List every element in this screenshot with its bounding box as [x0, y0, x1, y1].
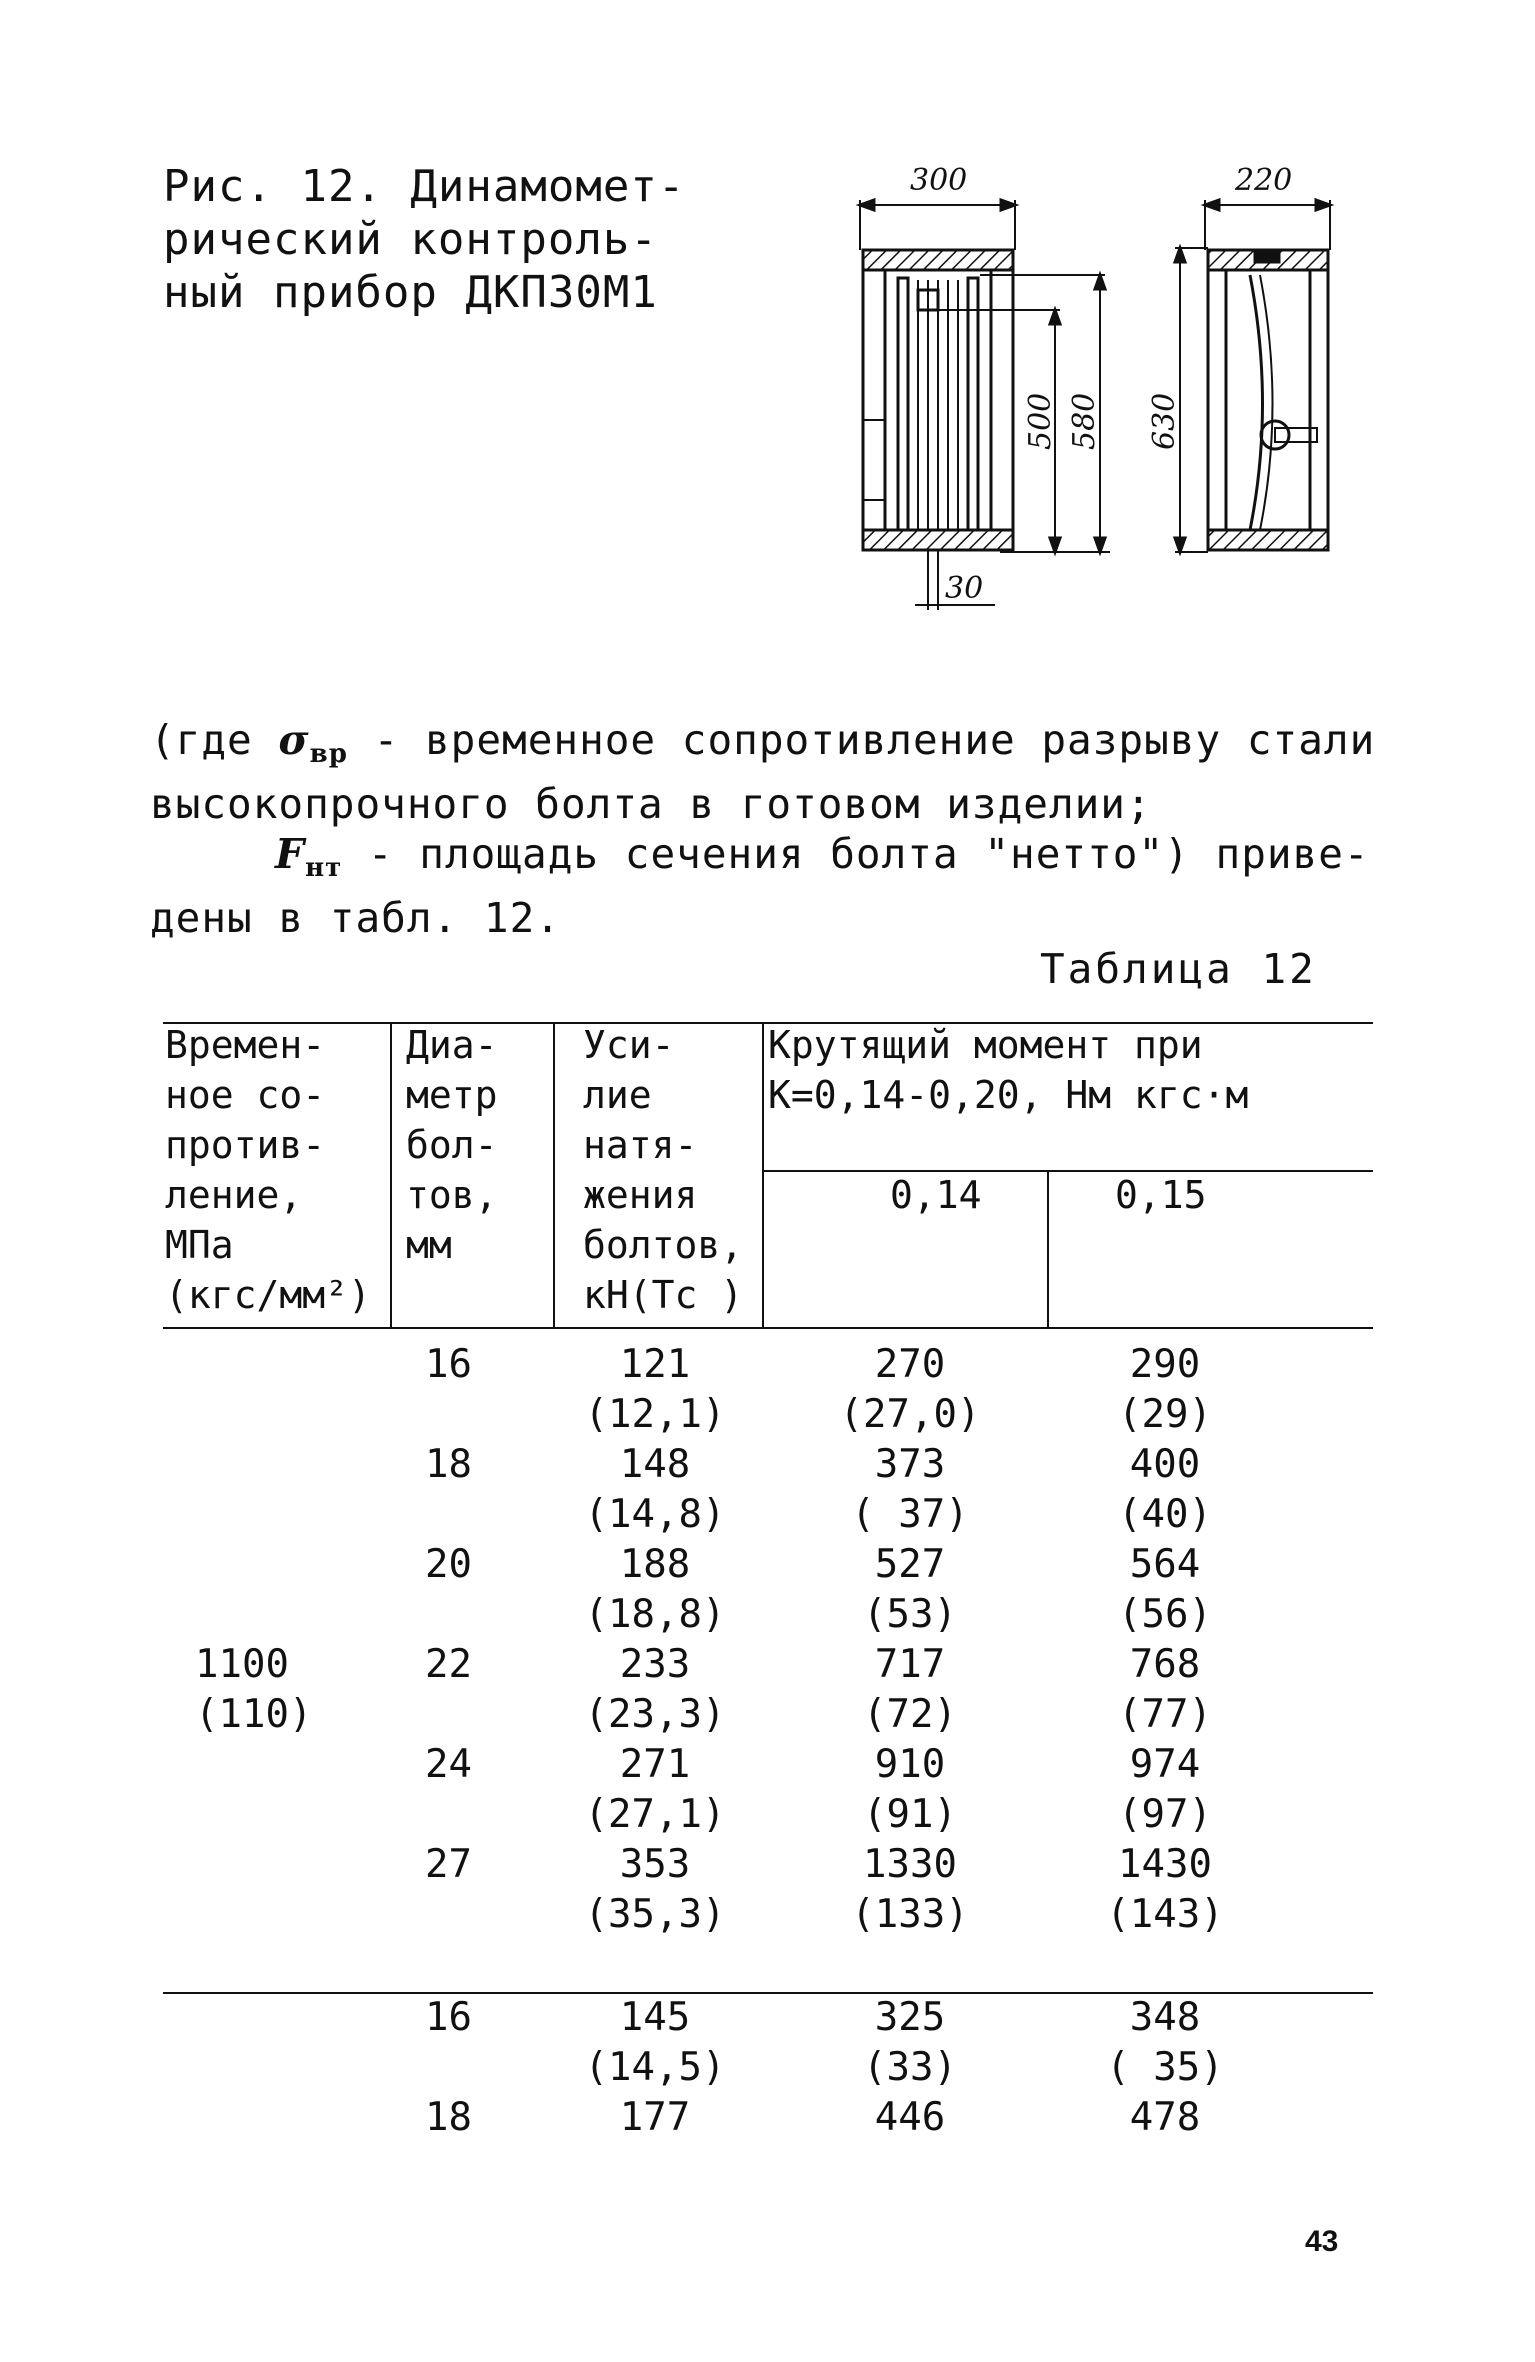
dimension-580: 580: [1067, 392, 1102, 450]
cell-line: 910: [874, 1742, 946, 1787]
cell-line: (143): [1106, 1892, 1224, 1937]
sigma-symbol: σ: [278, 716, 310, 764]
paragraph-text: - площадь сечения болта "нетто") приве-: [342, 830, 1370, 878]
header-k014: 0,14: [890, 1173, 982, 1217]
cell-line: 1100: [195, 1642, 289, 1687]
cell-line: 188: [619, 1542, 691, 1587]
diameter-cell: 16: [425, 1342, 472, 1387]
header-bottom-rule: [163, 1327, 1373, 1329]
table-caption: Таблица 12: [1040, 945, 1317, 993]
torque-015-cell: [1100, 1993, 1230, 2093]
diameter-cell: 22: [425, 1642, 472, 1687]
f-symbol: F: [275, 830, 306, 878]
torque-014-cell: [830, 1440, 990, 1540]
cell-line: (29): [1118, 1392, 1212, 1437]
col-divider: [762, 1022, 764, 1327]
header-line: ление,: [165, 1173, 303, 1217]
header-force: [583, 1020, 743, 1320]
header-line: натя-: [583, 1123, 698, 1167]
col-divider: [553, 1022, 555, 1327]
cell-line: 564: [1129, 1542, 1201, 1587]
dimension-220: 220: [1235, 163, 1293, 198]
page-number: 43: [1305, 2225, 1339, 2258]
torque-015-cell: [1100, 1340, 1230, 1440]
cell-line: (33): [863, 2045, 957, 2090]
cell-line: 717: [874, 1642, 946, 1687]
torque-015-cell: [1100, 1540, 1230, 1640]
cell-line: (18,8): [584, 1592, 726, 1637]
header-k015: 0,15: [1115, 1173, 1207, 1217]
cell-line: 974: [1129, 1742, 1201, 1787]
caption-line: ный прибор ДКП30М1: [163, 267, 658, 318]
subheader-rule: [762, 1170, 1373, 1172]
cell-line: (35,3): [584, 1892, 726, 1937]
force-cell: [580, 1993, 730, 2093]
body-paragraph: [150, 715, 1380, 943]
paragraph-line: высокопрочного болта в готовом изделии;: [150, 780, 1152, 828]
torque-014-cell: [830, 1840, 990, 1940]
torque-014-cell: 446: [874, 2095, 946, 2140]
torque-014-cell: [830, 1340, 990, 1440]
force-cell: 177: [619, 2095, 691, 2140]
header-line: (кгс/мм²): [165, 1273, 371, 1317]
dimension-500: 500: [1023, 392, 1058, 450]
header-line: жения: [583, 1173, 698, 1217]
cell-line: 271: [619, 1742, 691, 1787]
torque-015-cell: [1100, 1740, 1230, 1840]
paragraph-text: (где: [150, 716, 279, 764]
col-divider: [390, 1022, 392, 1327]
cell-line: (27,1): [584, 1792, 726, 1837]
header-line: Диа-: [406, 1023, 498, 1067]
torque-014-cell: [830, 1740, 990, 1840]
f-subscript: нт: [305, 853, 343, 883]
cell-line: (40): [1118, 1492, 1212, 1537]
header-line: болтов,: [583, 1223, 744, 1267]
header-line: МПа: [165, 1223, 234, 1267]
diameter-cell: 20: [425, 1542, 472, 1587]
cell-line: 400: [1129, 1442, 1201, 1487]
torque-015-cell: [1100, 1440, 1230, 1540]
cell-line: 325: [874, 1995, 946, 2040]
diameter-cell: 24: [425, 1742, 472, 1787]
header-line: против-: [165, 1123, 326, 1167]
paragraph-line: [150, 715, 1380, 779]
header-line: тов,: [406, 1173, 498, 1217]
diameter-cell: 18: [425, 2095, 472, 2140]
force-cell: [580, 1740, 730, 1840]
cell-line: (72): [863, 1692, 957, 1737]
cell-line: (110): [195, 1692, 313, 1737]
cell-line: 768: [1129, 1642, 1201, 1687]
cell-line: 353: [619, 1842, 691, 1887]
diameter-cell: 16: [425, 1995, 472, 2040]
header-line: мм: [406, 1223, 452, 1267]
dimension-30: 30: [945, 571, 984, 606]
torque-015-cell: [1100, 1840, 1230, 1940]
force-cell: [580, 1340, 730, 1440]
header-diameter: [406, 1020, 498, 1270]
cell-line: (14,5): [584, 2045, 726, 2090]
cell-line: ( 37): [851, 1492, 969, 1537]
header-torque-group: [768, 1020, 1248, 1120]
cell-line: (12,1): [584, 1392, 726, 1437]
header-line: Времен-: [165, 1023, 326, 1067]
cell-line: 1430: [1118, 1842, 1212, 1887]
header-line: К=0,14-0,20, Нм кгс·м: [768, 1073, 1249, 1117]
torque-015-cell: [1100, 1640, 1230, 1740]
torque-014-cell: [830, 1640, 990, 1740]
cell-line: (77): [1118, 1692, 1212, 1737]
force-cell: [580, 1440, 730, 1540]
force-cell: [580, 1640, 730, 1740]
cell-line: 290: [1129, 1342, 1201, 1387]
header-line: метр: [406, 1073, 498, 1117]
header-line: Уси-: [583, 1023, 675, 1067]
header-line: Крутящий момент при: [768, 1023, 1203, 1067]
diameter-cell: 18: [425, 1442, 472, 1487]
strength-cell: [195, 1640, 312, 1740]
cell-line: 373: [874, 1442, 946, 1487]
header-line: ное со-: [165, 1073, 326, 1117]
cell-line: (133): [851, 1892, 969, 1937]
dimension-630: 630: [1147, 392, 1182, 450]
caption-line: рический контроль-: [163, 214, 658, 265]
torque-014-cell: [830, 1540, 990, 1640]
cell-line: (56): [1118, 1592, 1212, 1637]
dimension-300: 300: [910, 163, 968, 198]
cell-line: 233: [619, 1642, 691, 1687]
paragraph-line: дены в табл. 12.: [150, 894, 561, 942]
header-line: бол-: [406, 1123, 498, 1167]
col-divider: [1047, 1170, 1049, 1327]
force-cell: [580, 1840, 730, 1940]
header-line: кН(Тс ): [583, 1273, 744, 1317]
diameter-cell: 27: [425, 1842, 472, 1887]
header-line: лие: [583, 1073, 652, 1117]
cell-line: (14,8): [584, 1492, 726, 1537]
figure-caption: [163, 160, 685, 319]
sigma-subscript: вр: [309, 739, 348, 769]
cell-line: (53): [863, 1592, 957, 1637]
torque-015-cell: 478: [1129, 2095, 1201, 2140]
cell-line: (23,3): [584, 1692, 726, 1737]
cell-line: 1330: [863, 1842, 957, 1887]
cell-line: (27,0): [839, 1392, 981, 1437]
force-cell: [580, 1540, 730, 1640]
paragraph-line: [150, 829, 1380, 893]
cell-line: 348: [1129, 1995, 1201, 2040]
header-strength: [165, 1020, 371, 1320]
cell-line: 270: [874, 1342, 946, 1387]
cell-line: (91): [863, 1792, 957, 1837]
cell-line: (97): [1118, 1792, 1212, 1837]
cell-line: 121: [619, 1342, 691, 1387]
caption-line: Рис. 12. Динамомет-: [163, 161, 686, 212]
paragraph-text: - временное сопротивление разрыву стали: [347, 716, 1376, 764]
torque-014-cell: [830, 1993, 990, 2093]
cell-line: 145: [619, 1995, 691, 2040]
dynamometer-drawing: [830, 150, 1350, 630]
cell-line: ( 35): [1106, 2045, 1224, 2090]
cell-line: 148: [619, 1442, 691, 1487]
cell-line: 527: [874, 1542, 946, 1587]
